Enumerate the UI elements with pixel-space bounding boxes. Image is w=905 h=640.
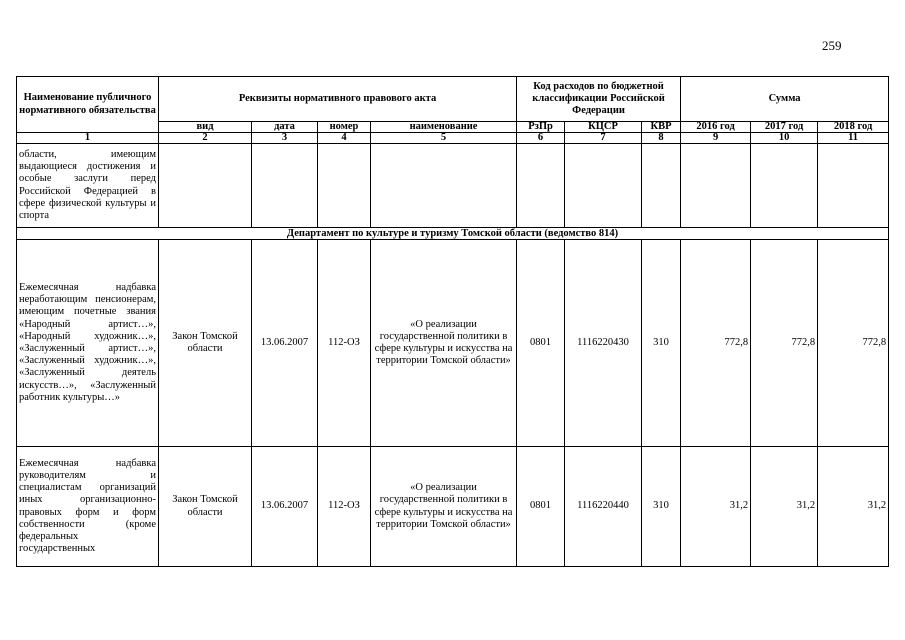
- act-date-cell: 13.06.2007: [252, 447, 318, 567]
- act-type-cell: Закон Томской области: [159, 240, 252, 447]
- page-number: 259: [822, 38, 842, 53]
- sum-2016-cell: 31,2: [681, 447, 751, 567]
- subheader-cell: 2017 год: [751, 122, 818, 133]
- empty-cell: [371, 144, 517, 228]
- header-budget-code: Код расходов по бюджетной классификации Российской Федерации: [517, 77, 681, 122]
- act-date-cell: 13.06.2007: [252, 240, 318, 447]
- subheader-cell: дата: [252, 122, 318, 133]
- empty-cell: [681, 144, 751, 228]
- subheader-cell: вид: [159, 122, 252, 133]
- column-number: 5: [371, 133, 517, 144]
- kvr-cell: 310: [642, 447, 681, 567]
- subheader-cell: 2018 год: [818, 122, 889, 133]
- act-name-cell: «О реализации государственной политики в сфере культуры и искусства на территории Томской области»: [371, 447, 517, 567]
- column-number: 10: [751, 133, 818, 144]
- sum-2018-cell: 772,8: [818, 240, 889, 447]
- department-title: Департамент по культуре и туризму Томской области (ведомство 814): [17, 228, 889, 240]
- empty-cell: [252, 144, 318, 228]
- obligation-cell: области, имеющим выдающиеся достижения и особые заслуги перед Российской Федерацией в сфере физической культуры и спорта: [17, 144, 159, 228]
- empty-cell: [318, 144, 371, 228]
- empty-cell: [565, 144, 642, 228]
- empty-cell: [751, 144, 818, 228]
- subheader-cell: КЦСР: [565, 122, 642, 133]
- obligation-cell: Ежемесячная надбавка неработающим пенсионерам, имеющим почетные звания «Народный артист…», «Народный художник…», «Заслуженный артист…», «Заслуженный художник…», «Заслуженный деятель искусств…», «Заслуженный работник культуры…»: [17, 240, 159, 447]
- column-number: 6: [517, 133, 565, 144]
- header-sum: Сумма: [681, 77, 889, 122]
- act-type-cell: Закон Томской области: [159, 447, 252, 567]
- column-number: 3: [252, 133, 318, 144]
- subheader-cell: наименование: [371, 122, 517, 133]
- column-number: 4: [318, 133, 371, 144]
- act-number-cell: 112-ОЗ: [318, 447, 371, 567]
- subheader-cell: КВР: [642, 122, 681, 133]
- kvr-cell: 310: [642, 240, 681, 447]
- empty-cell: [517, 144, 565, 228]
- department-row: [17, 228, 889, 240]
- sum-2017-cell: 31,2: [751, 447, 818, 567]
- subheader-cell: 2016 год: [681, 122, 751, 133]
- rzpr-cell: 0801: [517, 240, 565, 447]
- column-number: 7: [565, 133, 642, 144]
- column-number: 1: [17, 133, 159, 144]
- act-name-cell: «О реализации государственной политики в сфере культуры и искусства на территории Томской области»: [371, 240, 517, 447]
- table-row: [17, 144, 889, 228]
- header-row: [17, 77, 889, 122]
- rzpr-cell: 0801: [517, 447, 565, 567]
- sum-2017-cell: 772,8: [751, 240, 818, 447]
- table-row: [17, 447, 889, 567]
- header-obligation: Наименование публичного нормативного обязательства: [17, 77, 159, 133]
- empty-cell: [159, 144, 252, 228]
- kcsr-cell: 1116220440: [565, 447, 642, 567]
- kcsr-cell: 1116220430: [565, 240, 642, 447]
- column-number: 2: [159, 133, 252, 144]
- table-row: [17, 240, 889, 447]
- empty-cell: [818, 144, 889, 228]
- column-number: 9: [681, 133, 751, 144]
- budget-table: [16, 76, 889, 567]
- column-number: 8: [642, 133, 681, 144]
- subheader-cell: номер: [318, 122, 371, 133]
- column-number-row: [17, 133, 889, 144]
- act-number-cell: 112-ОЗ: [318, 240, 371, 447]
- column-number: 11: [818, 133, 889, 144]
- header-requisites: Реквизиты нормативного правового акта: [159, 77, 517, 122]
- sum-2018-cell: 31,2: [818, 447, 889, 567]
- obligation-cell: Ежемесячная надбавка руководителям и специалистам организаций иных организационно-правовых форм и форм собственности (кроме федеральных государственных: [17, 447, 159, 567]
- sum-2016-cell: 772,8: [681, 240, 751, 447]
- empty-cell: [642, 144, 681, 228]
- subheader-cell: РзПр: [517, 122, 565, 133]
